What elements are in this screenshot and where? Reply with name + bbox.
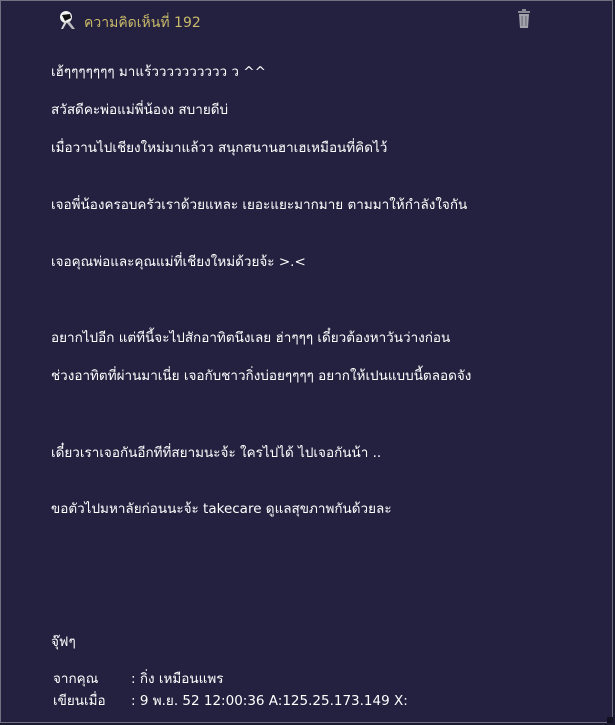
- comment-header: [57, 9, 592, 35]
- posted-row: [53, 689, 408, 711]
- comment-line: เจอพี่น้องครอบครัวเราด้วยแหละ เยอะแยะมากมาย ตามมาให้กำลังใจกัน: [51, 197, 468, 213]
- comment-line: ช่วงอาทิตที่ผ่านมาเนี่ย เจอกับชาวกิ่งบ่อยๆๆๆๆ อยากให้เปนแบบนี้ตลอดจัง: [51, 368, 472, 384]
- posted-value: : 9 พ.ย. 52 12:00:36 A:125.25.173.149 X:: [131, 693, 408, 709]
- author-label: จากคุณ: [53, 671, 99, 687]
- pen-nib-icon: [57, 9, 79, 31]
- comment-line: เมื่อวานไปเชียงใหม่มาแล้วว สนุกสนานฮาเฮเหมือนที่คิดไว้: [51, 140, 388, 156]
- author-value: : กิ่ง เหมือนแพร: [131, 671, 224, 687]
- comment-line: อยากไปอีก แต่ทีนี้จะไปสักอาทิตนึงเลย ฮ่าๆๆๆ เดี๋ยวต้องหาวันว่างก่อน: [51, 330, 451, 346]
- comment-signoff: จุ๊ฟๆ: [51, 634, 76, 650]
- comment-line: ขอตัวไปมหาลัยก่อนนะจ้ะ takecare ดูแลสุขภาพกันด้วยละ: [51, 501, 392, 517]
- comment-line: สวัสดีคะพ่อแม่พี่น้องง สบายดีบ่: [51, 102, 229, 118]
- posted-label: เขียนเมื่อ: [53, 693, 106, 709]
- trash-icon[interactable]: [516, 9, 532, 29]
- author-row: [53, 667, 224, 689]
- comment-line: เจอคุณพ่อและคุณแม่ที่เชียงใหม่ด้วยจ้ะ >.<: [51, 254, 306, 270]
- comment-line: เดี๋ยวเราเจอกันอีกทีที่สยามนะจ้ะ ใครไปได้ ไปเจอกันน้า ..: [51, 445, 382, 461]
- comment-line: เฮ้ๆๆๆๆๆๆๆ มาแร้วววววววววว ว ^^: [51, 64, 266, 80]
- comment-title: ความคิดเห็นที่ 192: [84, 15, 201, 31]
